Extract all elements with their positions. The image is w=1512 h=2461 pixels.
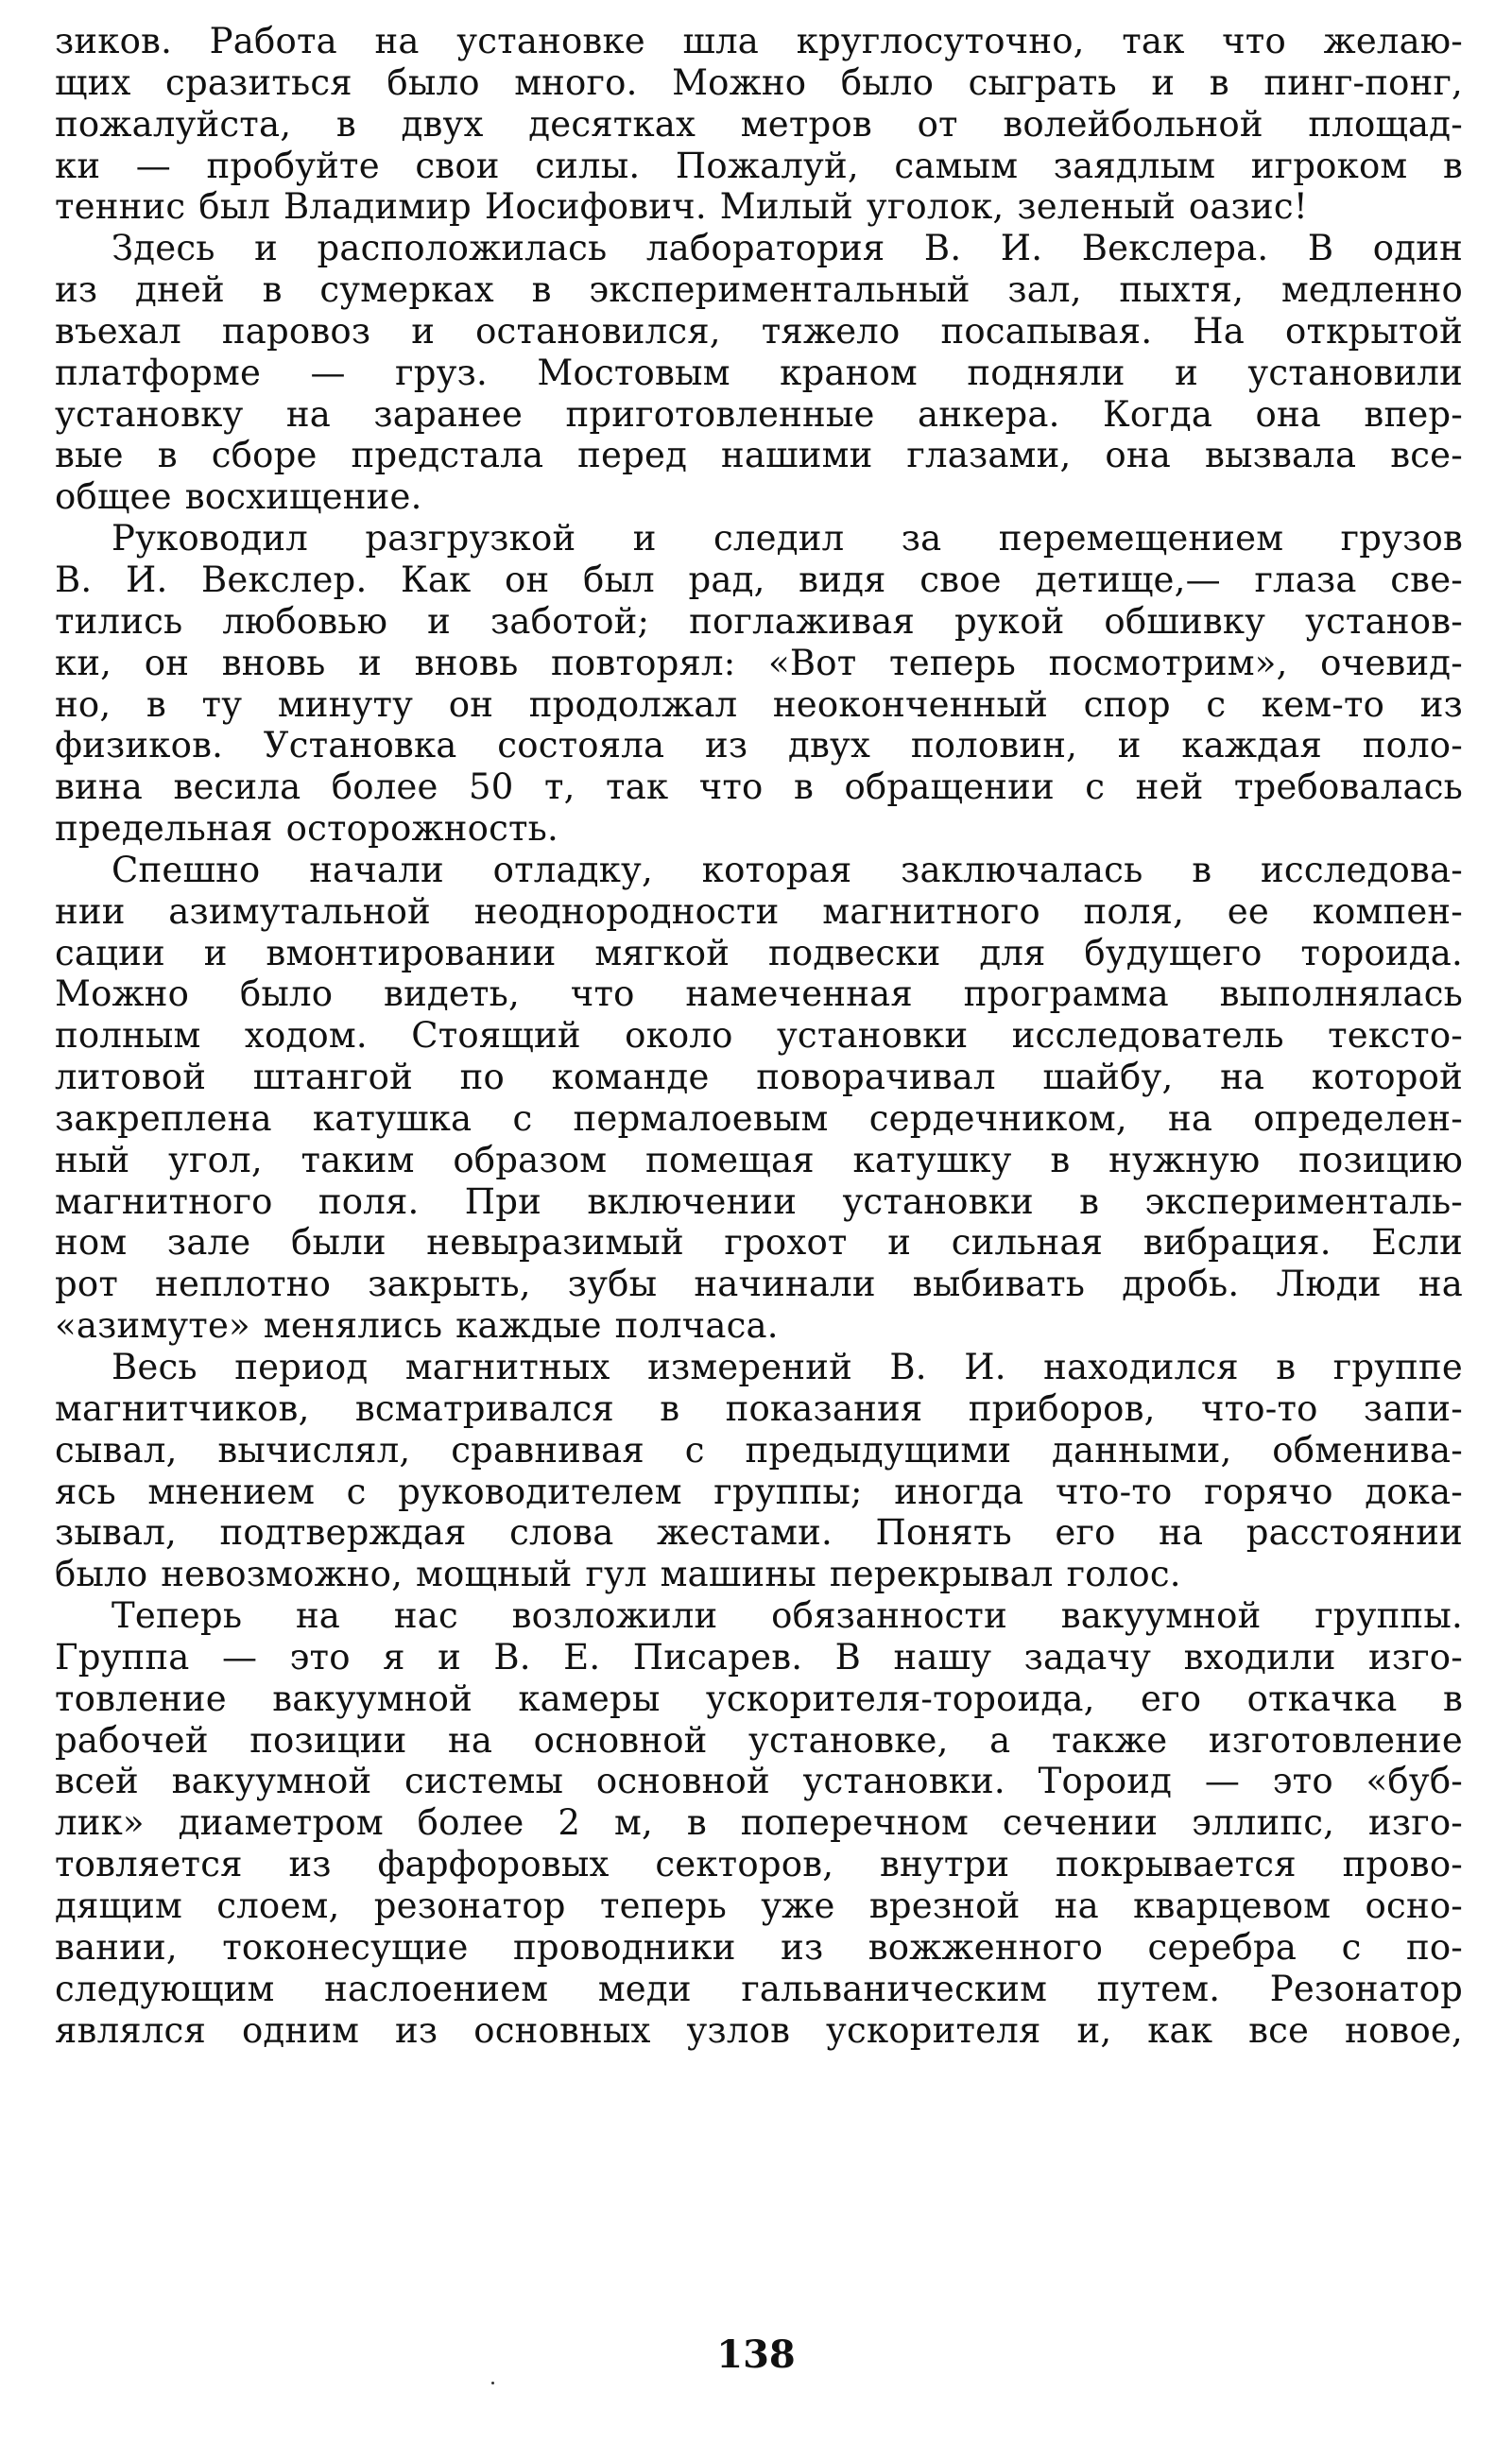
text-line: полным ходом. Стоящий около установки исследователь тексто- bbox=[55, 1015, 1463, 1057]
text-line: Руководил разгрузкой и следил за перемещением грузов bbox=[112, 518, 1463, 559]
text-line: сации и вмонтировании мягкой подвески для будущего тороида. bbox=[55, 932, 1463, 973]
text-line: Спешно начали отладку, которая заключалась в исследова- bbox=[112, 849, 1463, 890]
text-line: лик» диаметром более 2 м, в поперечном сечении эллипс, изго- bbox=[55, 1802, 1463, 1844]
text-line: товление вакуумной камеры ускорителя-тороида, его откачка в bbox=[55, 1678, 1463, 1719]
text-line: ном зале были невыразимый грохот и сильная вибрация. Если bbox=[55, 1222, 1463, 1264]
text-line: Весь период магнитных измерений В. И. находился в группе bbox=[112, 1347, 1463, 1387]
text-line: всей вакуумной системы основной установки. Тороид — это «буб- bbox=[55, 1761, 1463, 1802]
text-line: общее восхищение. bbox=[55, 476, 422, 518]
text-line: но, в ту минуту он продолжал неоконченный спор с кем-то из bbox=[55, 683, 1463, 725]
text-line: ясь мнением с руководителем группы; иногда что-то горячо дока- bbox=[55, 1471, 1463, 1512]
paragraph bbox=[55, 1347, 1463, 1595]
text-line: литовой штангой по команде поворачивал шайбу, на которой bbox=[55, 1057, 1463, 1098]
text-line: магнитного поля. При включении установки в эксперименталь- bbox=[55, 1180, 1463, 1222]
paragraph bbox=[55, 850, 1463, 1347]
text-line: рабочей позиции на основной установке, а также изготовление bbox=[55, 1719, 1463, 1761]
text-line: вина весила более 50 т, так что в обращении с ней требовалась bbox=[55, 766, 1463, 808]
text-line: сывал, вычислял, сравнивая с предыдущими данными, обменива- bbox=[55, 1429, 1463, 1471]
text-line: физиков. Установка состояла из двух половин, и каждая поло- bbox=[55, 725, 1463, 766]
paragraph bbox=[55, 1595, 1463, 2051]
text-line: ки — пробуйте свои силы. Пожалуй, самым заядлым игроком в bbox=[55, 145, 1463, 186]
text-line: установку на заранее приготовленные анкера. Когда она впер- bbox=[55, 393, 1463, 435]
text-line: вые в сборе предстала перед нашими глазами, она вызвала все- bbox=[55, 435, 1463, 476]
text-line: являлся одним из основных узлов ускорителя и, как все новое, bbox=[55, 2009, 1463, 2051]
text-line: зиков. Работа на установке шла круглосуточно, так что желаю- bbox=[55, 21, 1463, 61]
page-text bbox=[55, 21, 1463, 2051]
text-line: товляется из фарфоровых секторов, внутри покрывается прово- bbox=[55, 1844, 1463, 1885]
text-line: ки, он вновь и вновь повторял: «Вот теперь посмотрим», очевид- bbox=[55, 642, 1463, 683]
text-line: Группа — это я и В. Е. Писарев. В нашу задачу входили изго- bbox=[55, 1636, 1463, 1678]
text-line: «азимуте» менялись каждые полчаса. bbox=[55, 1305, 779, 1347]
text-line: Теперь на нас возложили обязанности вакуумной группы. bbox=[112, 1595, 1463, 1637]
text-line: было невозможно, мощный гул машины перекрывал голос. bbox=[55, 1554, 1181, 1595]
text-line: ный угол, таким образом помещая катушку в нужную позицию bbox=[55, 1139, 1463, 1180]
print-speck bbox=[491, 2382, 494, 2384]
text-line: предельная осторожность. bbox=[55, 808, 558, 850]
text-line: следующим наслоением меди гальваническим путем. Резонатор bbox=[55, 1968, 1463, 2009]
text-line: магнитчиков, всматривался в показания приборов, что-то запи- bbox=[55, 1387, 1463, 1429]
text-line: платформе — груз. Мостовым краном подняли и установили bbox=[55, 352, 1463, 393]
text-line: рот неплотно закрыть, зубы начинали выбивать дробь. Люди на bbox=[55, 1264, 1463, 1305]
text-line: щих сразиться было много. Можно было сыграть и в пинг-понг, bbox=[55, 61, 1463, 103]
text-line: тились любовью и заботой; поглаживая рукой обшивку установ- bbox=[55, 600, 1463, 642]
paragraph bbox=[55, 518, 1463, 850]
text-line: Здесь и расположилась лаборатория В. И. Векслера. В один bbox=[112, 228, 1463, 269]
text-line: вании, токонесущие проводники из вожженного серебра с по- bbox=[55, 1926, 1463, 1968]
paragraph bbox=[55, 228, 1463, 518]
text-line: нии азимутальной неоднородности магнитного поля, ее компен- bbox=[55, 890, 1463, 932]
text-line: Можно было видеть, что намеченная программа выполнялась bbox=[55, 973, 1463, 1015]
text-line: зывал, подтверждая слова жестами. Понять его на расстоянии bbox=[55, 1512, 1463, 1554]
text-line: дящим слоем, резонатор теперь уже врезной на кварцевом осно- bbox=[55, 1884, 1463, 1926]
paragraph bbox=[55, 21, 1463, 228]
text-line: из дней в сумерках в экспериментальный зал, пыхтя, медленно bbox=[55, 269, 1463, 311]
text-line: закреплена катушка с пермалоевым сердечником, на определен- bbox=[55, 1097, 1463, 1139]
text-line: въехал паровоз и остановился, тяжело посапывая. На открытой bbox=[55, 310, 1463, 352]
text-line: пожалуйста, в двух десятках метров от волейбольной площад- bbox=[55, 103, 1463, 145]
text-line: теннис был Владимир Иосифович. Милый уголок, зеленый оазис! bbox=[55, 186, 1308, 228]
text-line: В. И. Векслер. Как он был рад, видя свое детище,— глаза све- bbox=[55, 559, 1463, 600]
page-number: 138 bbox=[716, 2332, 796, 2377]
